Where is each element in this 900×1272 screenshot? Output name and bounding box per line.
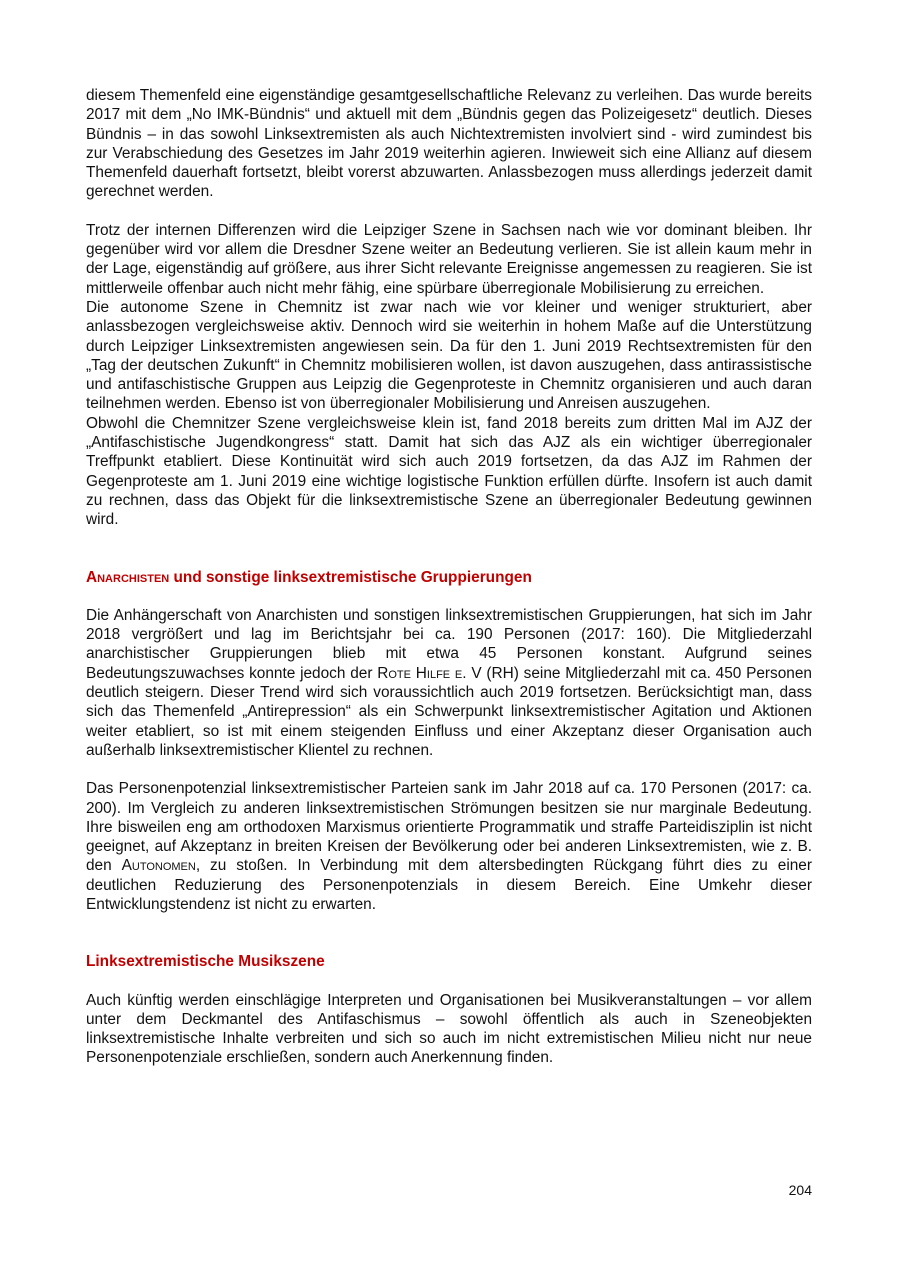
page-number: 204 xyxy=(788,1182,812,1198)
paragraph-anhaengerschaft xyxy=(86,606,812,760)
paragraph-chemnitz-szene: Die autonome Szene in Chemnitz ist zwar nach wie vor kleiner und weniger strukturiert, aber anlassbezogen vergleichsweise aktiv. Dennoch wird sie weiterhin in hohem Maße auf die Unterstützung durch Leipziger Linksextremisten angewiesen sein. Da für den 1. Juni 2019 Rechtsextremisten für den „Tag der deutschen Zukunft“ in Chemnitz mobilisieren wollen, ist davon auszugehen, dass antirassistische und antifaschistische Gruppen aus Leipzig die Gegenproteste in Chemnitz organisieren und auch daran teilnehmen werden. Ebenso ist von überregionaler Mobilisierung und Anreisen auszugehen. xyxy=(86,298,812,413)
paragraph-parteien xyxy=(86,779,812,914)
autonomen-name: Autonomen xyxy=(121,857,196,875)
paragraph-ajz: Obwohl die Chemnitzer Szene vergleichsweise klein ist, fand 2018 bereits zum dritten Mal im AJZ der „Antifaschistische Jugendkongress“ statt. Damit hat sich das AJZ als ein wichtiger überregionaler Treffpunkt etabliert. Diese Kontinuität wird sich auch 2019 fortsetzen, da das AJZ im Rahmen der Gegenproteste am 1. Juni 2019 eine wichtige logistische Funktion erfüllen dürfte. Insofern ist auch damit zu rechnen, dass das Objekt für die linksextremistische Szene an überregionaler Bedeutung gewinnen wird. xyxy=(86,414,812,529)
heading-anarchisten-rest: und sonstige linksextremistische Gruppierungen xyxy=(169,568,532,586)
heading-musikszene: Linksextremistische Musikszene xyxy=(86,953,325,971)
heading-anarchisten xyxy=(86,568,812,587)
anhaengerschaft-text-a: Die Anhängerschaft von Anarchisten und sonstigen linksextremistischen Gruppierungen, hat sich im Jahr 2018 vergrößert und lag im Berichtsjahr bei ca. 190 Personen (2017: 160). Die Mitgliederzahl anarchistischer Gruppierungen blieb mit etwa 45 Personen konstant. Aufgrund seines Bedeutungszuwachses konnte jedoch der xyxy=(86,606,812,682)
rote-hilfe-name: Rote Hilfe e. xyxy=(377,664,467,682)
heading-anarchisten-smallcaps: Anarchisten xyxy=(86,568,170,586)
paragraph-themenfeld: diesem Themenfeld eine eigenständige gesamtgesellschaftliche Relevanz zu verleihen. Das wurde bereits 2017 mit dem „No IMK-Bündnis“ und aktuell mit dem „Bündnis gegen das Polizeigesetz“ deutlich. Dieses Bündnis – in das sowohl Linksextremisten als auch Nichtextremisten involviert sind - wird zumindest bis zur Verabschiedung des Gesetzes im Jahr 2019 weiterhin agieren. Inwieweit sich eine Allianz auf diesem Themenfeld dauerhaft fortsetzt, bleibt vorerst abzuwarten. Anlassbezogen muss allerdings jederzeit damit gerechnet werden. xyxy=(86,87,812,201)
parteien-text-a: Das Personenpotenzial linksextremistischer Parteien sank im Jahr 2018 auf ca. 170 Personen (2017: ca. 200). Im Vergleich zu anderen linksextremistischen Strömungen besitzen sie nur marginale Bedeutung. Ihre bisweilen eng am orthodoxen Marxismus orientierte Programmatik und straffe Parteidisziplin ist nicht geeignet, auf Akzeptanz in breiten Kreisen der Bevölkerung oder bei anderen Linksextremisten, wie z. B. den xyxy=(86,780,812,875)
page-body xyxy=(86,86,812,1068)
anhaengerschaft-text-b: V (RH) seine Mitgliederzahl mit ca. 450 Personen deutlich steigern. Dieser Trend wird sich voraussichtlich auch 2019 fortsetzen. Berücksichtigt man, dass sich das Themenfeld „Antirepression“ als ein Schwerpunkt linksextremistischer Agitation und Aktionen weiter etabliert, so ist mit einem steigenden Einfluss und einer Akzeptanz dieser Organisation auch außerhalb linksextremistischer Klientel zu rechnen. xyxy=(86,664,812,759)
parteien-text-b: , zu stoßen. In Verbindung mit dem altersbedingten Rückgang führt dies zu einer deutlichen Reduzierung des Personenpotenzials in diesem Bereich. Eine Umkehr dieser Entwicklungstendenz ist nicht zu erwarten. xyxy=(86,857,812,913)
paragraph-musikszene: Auch künftig werden einschlägige Interpreten und Organisationen bei Musikveranstaltungen – vor allem unter dem Deckmantel des Antifaschismus – sowohl öffentlich als auch in Szeneobjekten linksextremistische Inhalte verbreiten und sich so auch im nicht extremistischen Milieu nicht nur neue Personenpotenziale erschließen, sondern auch Anerkennung finden. xyxy=(86,991,812,1067)
paragraph-leipziger-szene: Trotz der internen Differenzen wird die Leipziger Szene in Sachsen nach wie vor dominant bleiben. Ihr gegenüber wird vor allem die Dresdner Szene weiter an Bedeutung verlieren. Sie ist allein kaum mehr in der Lage, eigenständig auf größere, aus ihrer Sicht relevante Ereignisse angemessen zu reagieren. Sie ist mittlerweile offenbar auch nicht mehr fähig, eine spürbare überregionale Mobilisierung zu erreichen. xyxy=(86,221,812,297)
